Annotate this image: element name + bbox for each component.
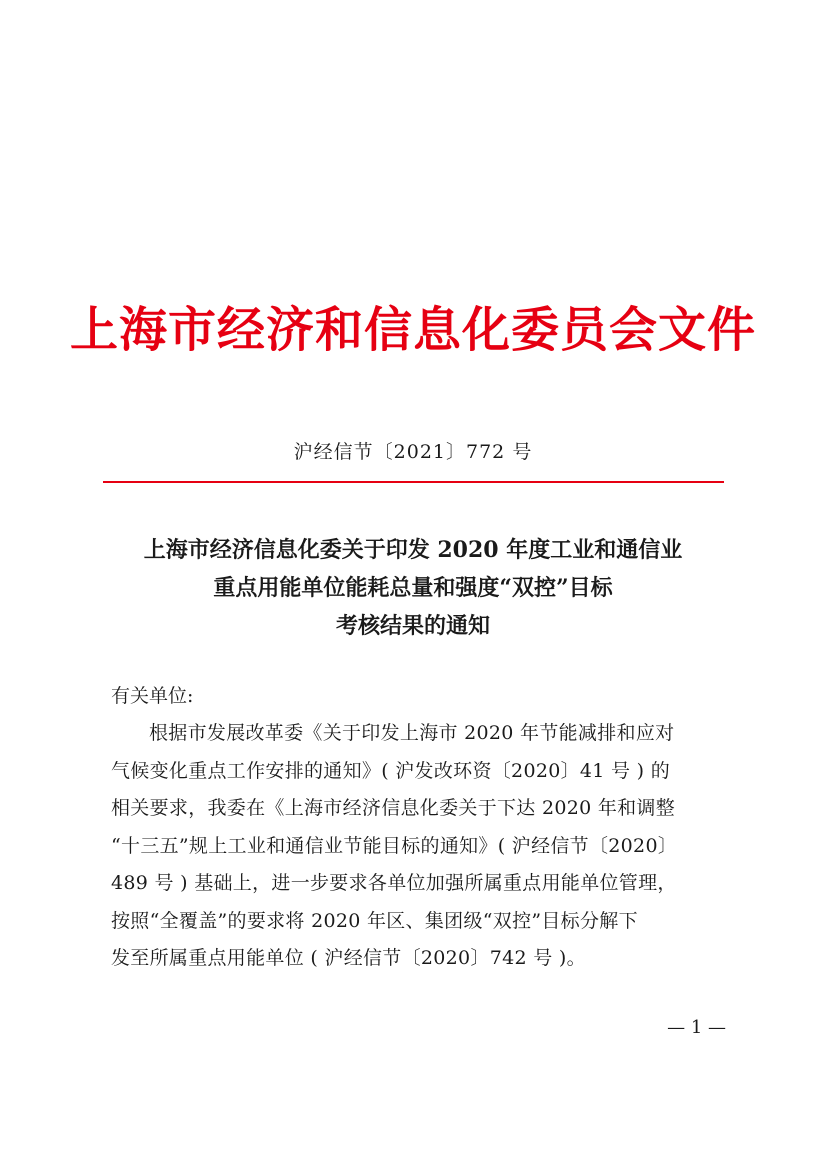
body-paragraph [111,715,731,978]
body-line: 发至所属重点用能单位 ( 沪经信节〔2020〕742 号 )。 [111,947,586,969]
document-title [0,531,826,645]
title-line: 重点用能单位能耗总量和强度“双控”目标 [213,575,613,601]
document-number: 沪经信节〔2021〕772 号 [293,441,533,463]
body-line: 气候变化重点工作安排的通知》( 沪发改环资〔2020〕41 号 ) 的 [111,759,671,782]
page-number: — 1 — [667,1017,726,1038]
salutation: 有关单位: [111,685,194,707]
body-line: 按照“全覆盖”的要求将 2020 年区、集团级“双控”目标分解下 [111,909,638,932]
body-line: 根据市发展改革委《关于印发上海市 2020 年节能减排和应对 [149,722,675,744]
body-line: “十三五”规上工业和通信业节能目标的通知》( 沪经信节〔2020〕 [111,834,678,857]
title-line: 考核结果的通知 [335,613,490,639]
document-masthead: 上海市经济和信息化委员会文件 [69,302,756,358]
title-line: 上海市经济信息化委关于印发 2020 年度工业和通信业 [143,537,683,563]
body-line: 489 号 ) 基础上，进一步要求各单位加强所属重点用能单位管理， [111,872,677,894]
red-separator-line [103,481,724,483]
body-line: 相关要求，我委在《上海市经济信息化委关于下达 2020 年和调整 [111,797,676,819]
